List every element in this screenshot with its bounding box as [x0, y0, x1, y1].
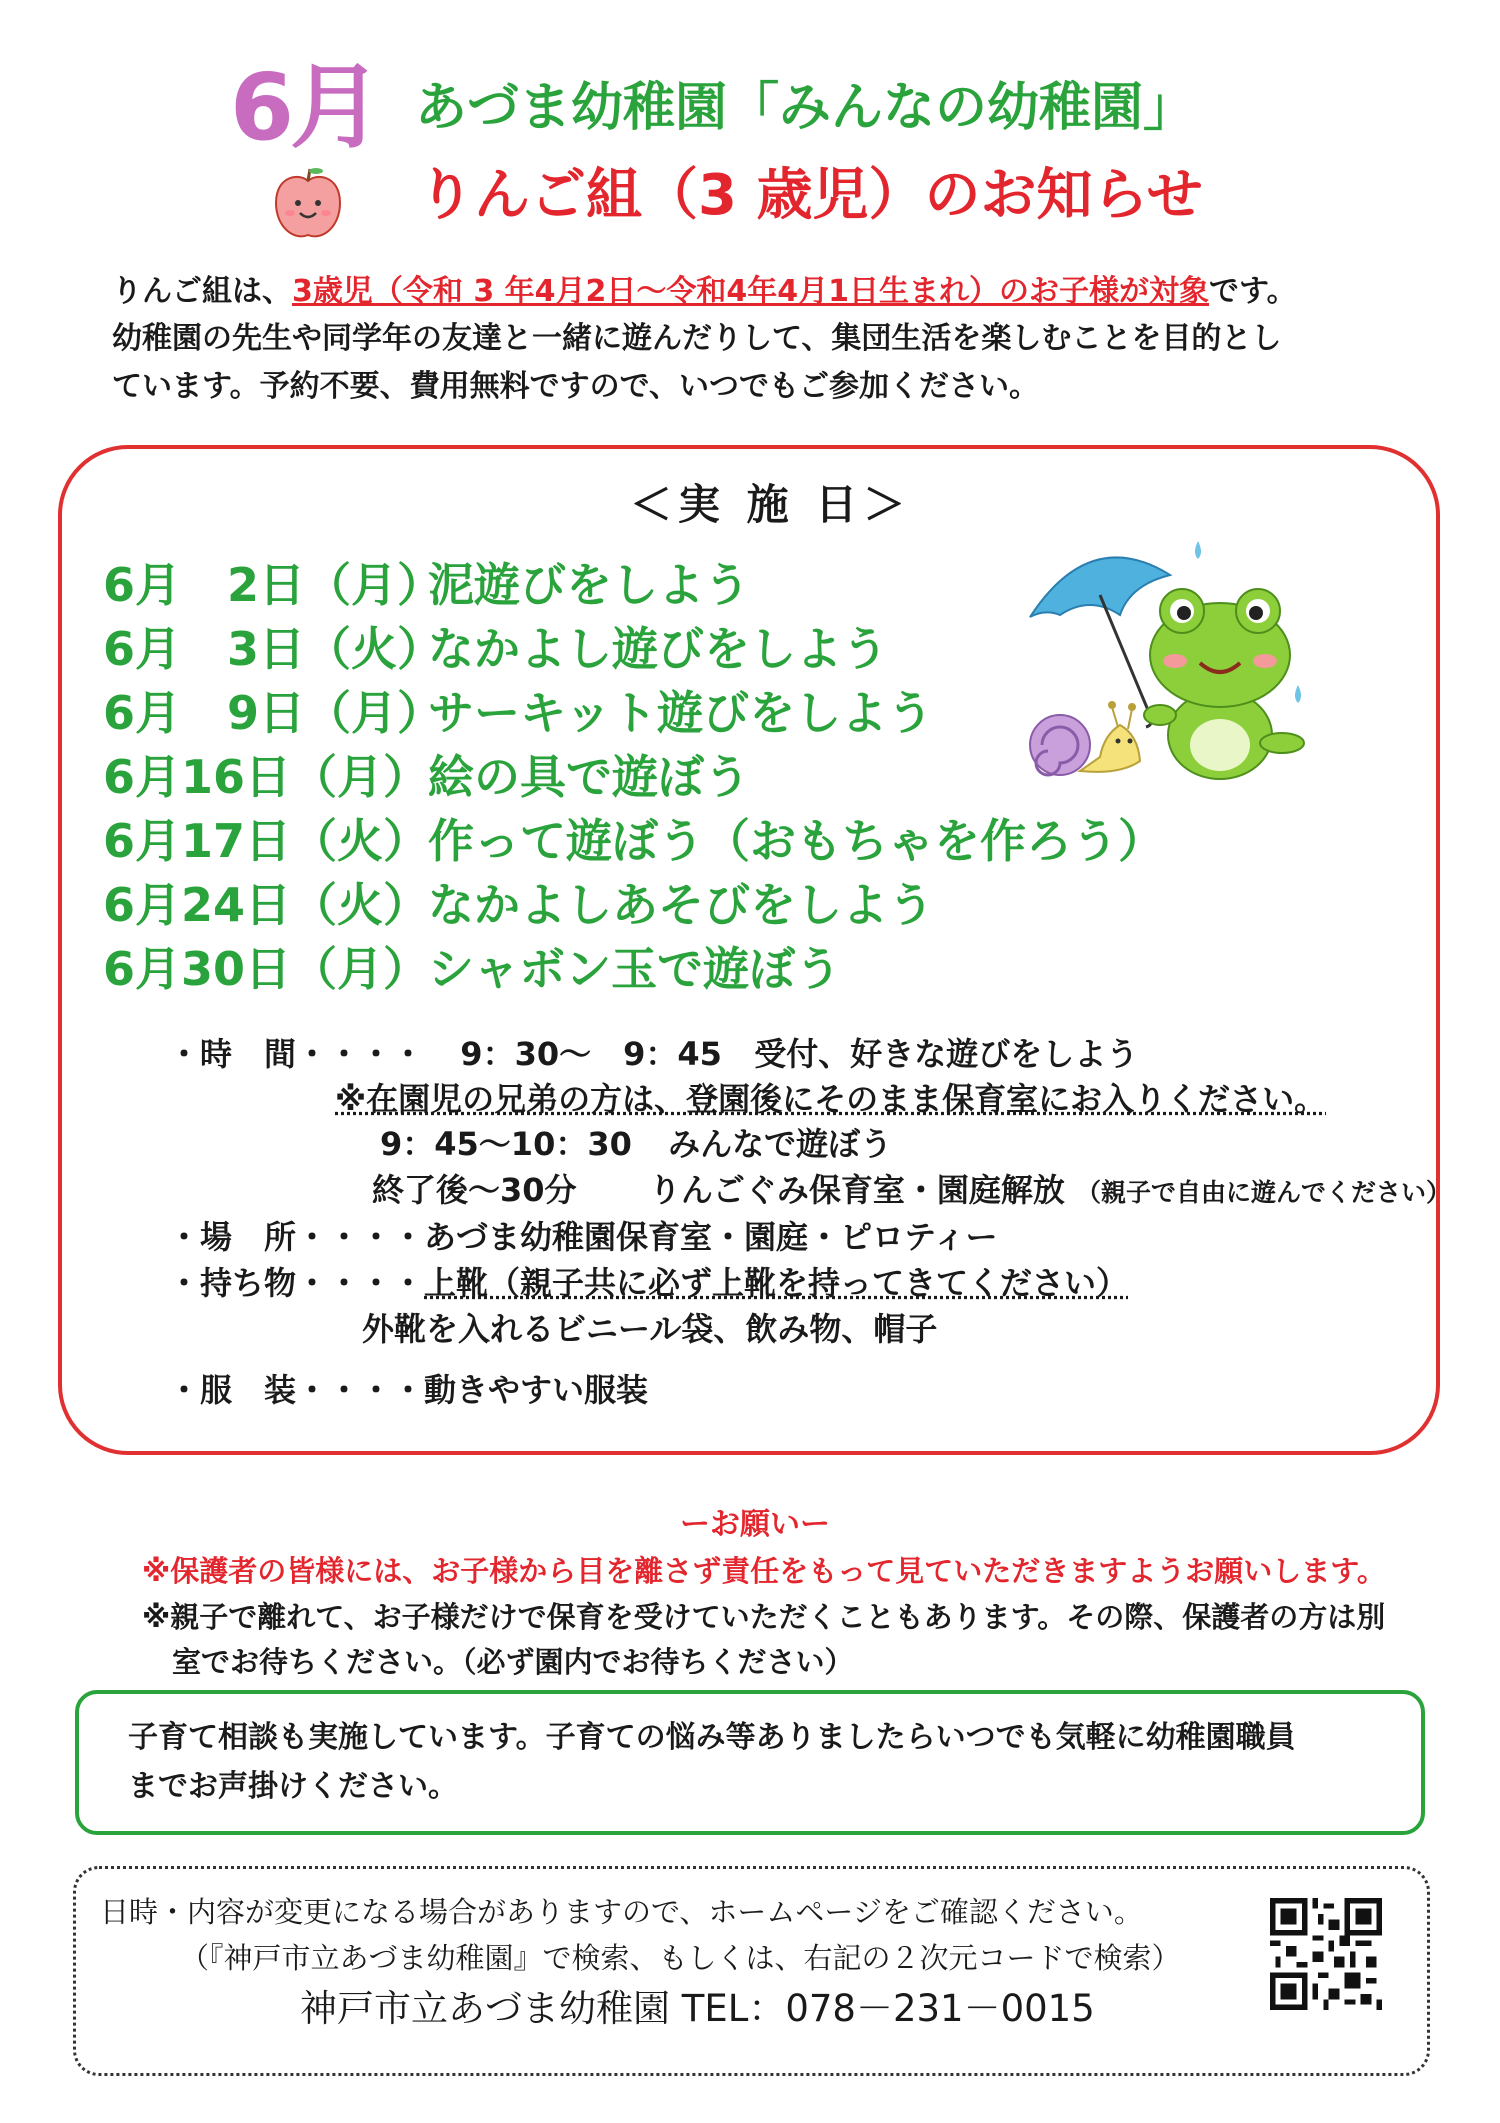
consult-box: [75, 1690, 1425, 1835]
intro-target-age: 3歳児（令和 3 年4月2日～令和4年4月1日生まれ）のお子様が対象: [292, 274, 1210, 309]
items-value1: 上靴（親子共に必ず上靴を持ってきてください）: [424, 1264, 1129, 1302]
items-value2: 外靴を入れるビニール袋、飲み物、帽子: [362, 1310, 938, 1348]
sibling-note: ※在園児の兄弟の方は、登園後にそのまま保育室にお入りください。: [335, 1080, 1327, 1118]
schedule-date: 6月 3日（火）: [103, 622, 444, 676]
title-line2: りんご組（3 歳児）のお知らせ: [418, 163, 1203, 228]
time-row: [168, 1035, 1139, 1073]
schedule-item: [103, 814, 1164, 868]
time2-range: 9：45～10：30: [380, 1125, 632, 1163]
intro-line1-pre: りんご組は、: [112, 274, 292, 309]
footer-line2: （『神戸市立あづま幼稚園』で検索、もしくは、右記の２次元コードで検索）: [180, 1941, 1181, 1975]
intro-line2: 幼稚園の先生や同学年の友達と一緒に遊んだりして、集団生活を楽しむことを目的とし: [112, 321, 1282, 356]
schedule-item: [103, 750, 750, 804]
footer-contact: 神戸市立あづま幼稚園 TEL：078－231－0015: [300, 1987, 1095, 2030]
request-line3: 室でお待ちください。（必ず園内でお待ちください）: [172, 1645, 854, 1679]
schedule-activity: シャボン玉で遊ぼう: [428, 942, 842, 996]
frog-umbrella-illustration: [1020, 535, 1310, 795]
time3-desc: りんごぐみ保育室・園庭解放: [648, 1171, 1065, 1209]
schedule-date: 6月24日（火）: [103, 878, 430, 932]
time3-row: [372, 1171, 1451, 1209]
schedule-heading: ＜実 施 日＞: [630, 480, 912, 529]
schedule-item: [103, 622, 888, 676]
items-label: ・持ち物・・・・: [168, 1264, 425, 1302]
request-line2: ※親子で離れて、お子様だけで保育を受けていただくこともあります。その際、保護者の方は別: [142, 1600, 1386, 1634]
time2-row: [380, 1125, 893, 1163]
schedule-activity: なかよし遊びをしよう: [428, 622, 888, 676]
intro-line1: [112, 274, 1297, 309]
apple-icon: [270, 165, 346, 245]
month-heading: 6月: [230, 54, 379, 161]
place-row: [168, 1218, 998, 1256]
time1-desc: 受付、好きな遊びをしよう: [754, 1035, 1139, 1073]
schedule-item: [103, 942, 842, 996]
schedule-item: [103, 558, 750, 612]
schedule-item: [103, 686, 934, 740]
consult-line2: までお声掛けください。: [128, 1769, 458, 1804]
schedule-date: 6月 2日（月）: [103, 558, 444, 612]
clothes-label: ・服 装・・・・: [168, 1371, 425, 1409]
schedule-item: [103, 878, 934, 932]
schedule-date: 6月17日（火）: [103, 814, 430, 868]
items-row: [168, 1264, 1129, 1302]
time1-range: 9：30～ 9：45: [460, 1035, 722, 1073]
time-label: ・時 間・・・・: [168, 1035, 425, 1073]
schedule-date: 6月 9日（月）: [103, 686, 444, 740]
time3-range: 終了後～30分: [372, 1171, 577, 1209]
schedule-activity: サーキット遊びをしよう: [428, 686, 934, 740]
place-value: あづま幼稚園保育室・園庭・ピロティー: [424, 1218, 998, 1256]
request-line1: ※保護者の皆様には、お子様から目を離さず責任をもって見ていただきますようお願いします。: [142, 1554, 1386, 1588]
schedule-activity: 泥遊びをしよう: [428, 558, 750, 612]
schedule-activity: 絵の具で遊ぼう: [428, 750, 750, 804]
consult-line1: 子育て相談も実施しています。子育ての悩み等ありましたらいつでも気軽に幼稚園職員: [128, 1720, 1296, 1755]
title-line1: あづま幼稚園「みんなの幼稚園」: [415, 78, 1196, 138]
intro-line1-post: です。: [1209, 274, 1297, 309]
qr-code-icon[interactable]: [1270, 1898, 1382, 2010]
intro-line3: ています。予約不要、費用無料ですので、いつでもご参加ください。: [112, 369, 1039, 404]
clothes-row: [168, 1371, 649, 1409]
clothes-value: 動きやすい服装: [424, 1371, 649, 1409]
request-title: ーお願いー: [680, 1507, 830, 1542]
place-label: ・場 所・・・・: [168, 1218, 425, 1256]
footer-line1: 日時・内容が変更になる場合がありますので、ホームページをご確認ください。: [100, 1895, 1143, 1929]
schedule-activity: 作って遊ぼう（おもちゃを作ろう）: [428, 814, 1164, 868]
schedule-activity: なかよしあそびをしよう: [428, 878, 934, 932]
schedule-date: 6月16日（月）: [103, 750, 430, 804]
time3-note: （親子で自由に遊んでください）: [1075, 1178, 1451, 1207]
schedule-date: 6月30日（月）: [103, 942, 430, 996]
time2-desc: みんなで遊ぼう: [668, 1125, 893, 1163]
